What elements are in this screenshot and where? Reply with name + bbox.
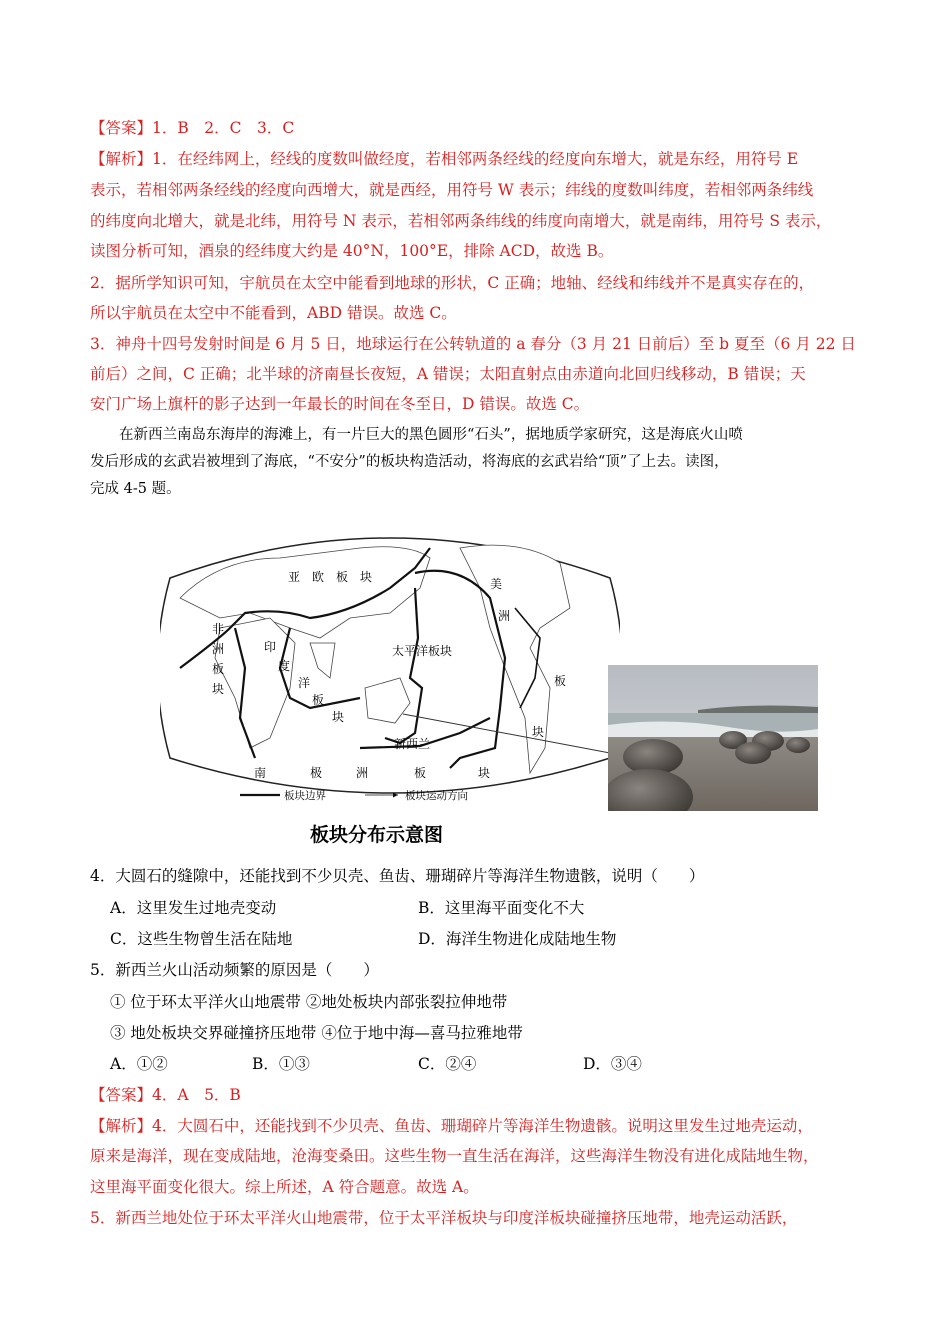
- analysis-line: [90, 149, 798, 169]
- boulder-photo: [608, 665, 818, 811]
- answer-line-1: [90, 118, 294, 138]
- analysis-line: 前后）之间，C 正确；北半球的济南昼长夜短，A 错误；太阳直射点由赤道向北回归线移动，B 错误；天: [90, 365, 806, 383]
- analysis-line: 3．神舟十四号发射时间是 6 月 5 日，地球运行在公转轨道的 a 春分（3 月 21 日前后）至 b 夏至（6 月 22 日: [90, 335, 856, 353]
- analysis-line: 这里海平面变化很大。综上所述，A 符合题意。故选 A。: [90, 1178, 479, 1196]
- label-eurasia: 亚 欧 板 块: [288, 570, 373, 584]
- label-indian-5: 块: [332, 710, 345, 724]
- label-africa-2: 洲: [212, 642, 225, 656]
- label-indian-1: 印: [264, 640, 277, 654]
- analysis-tag: 【解析】: [90, 1117, 153, 1135]
- intro-line: 发后形成的玄武岩被埋到了海底，“不安分”的板块构造活动，将海底的玄武岩给“顶”了上去。读图，: [90, 454, 729, 470]
- label-america-2: 洲: [498, 609, 511, 623]
- label-africa-1: 非: [212, 622, 225, 636]
- label-america-3: 板: [554, 674, 567, 688]
- map-caption: 板块分布示意图: [310, 824, 444, 846]
- analysis-line: 5．新西兰地处位于环太平洋火山地震带，位于太平洋板块与印度洋板块碰撞挤压地带，地壳运动活跃，: [90, 1209, 798, 1227]
- answer-tag: 【答案】: [90, 119, 153, 137]
- label-africa-4: 块: [212, 682, 225, 696]
- q5-option-b: B．①③: [252, 1055, 310, 1073]
- answer-line-2: [90, 1085, 241, 1105]
- legend-boundary: 板块边界: [284, 790, 326, 802]
- analysis-line: 安门广场上旗杆的影子达到一年最长的时间在冬至日，D 错误。故选 C。: [90, 395, 590, 413]
- q5-statement-1: ① 位于环太平洋火山地震带 ②地处板块内部张裂拉伸地带: [110, 993, 508, 1011]
- q5-stem: 5．新西兰火山活动频繁的原因是（ ）: [90, 961, 379, 979]
- q5-statement-2: ③ 地处板块交界碰撞挤压地带 ④位于地中海—喜马拉雅地带: [110, 1024, 523, 1042]
- label-africa-3: 板: [212, 662, 225, 676]
- q5-option-a: A．①②: [110, 1055, 168, 1073]
- intro-line: 在新西兰南岛东海岸的海滩上，有一片巨大的黑色圆形“石头”，据地质学家研究，这是海底火山喷: [90, 427, 743, 443]
- q4-option-a: A．这里发生过地壳变动: [110, 899, 277, 917]
- label-indian-2: 度: [278, 659, 291, 673]
- label-antarctic-5: 块: [478, 766, 491, 780]
- q4-stem: 4．大圆石的缝隙中，还能找到不少贝壳、鱼齿、珊瑚碎片等海洋生物遗骸，说明（ ）: [90, 867, 705, 885]
- label-antarctic-3: 洲: [356, 766, 369, 780]
- label-america-4: 块: [532, 725, 545, 739]
- label-pacific: 太平洋板块: [392, 644, 453, 658]
- intro-line: 完成 4-5 题。: [90, 481, 181, 497]
- label-indian-3: 洋: [298, 676, 311, 690]
- label-nz: 新西兰: [394, 737, 431, 751]
- plate-map-svg: [160, 518, 620, 808]
- analysis-line: 读图分析可知，酒泉的经纬度大约是 40°N，100°E，排除 ACD，故选 B。: [90, 242, 614, 260]
- analysis-line: 2．据所学知识可知，宇航员在太空中能看到地球的形状，C 正确；地轴、经线和纬线并不是真实存在的，: [90, 274, 815, 292]
- q5-option-d: D．③④: [583, 1055, 642, 1073]
- analysis-text: 1．在经纬网上，经线的度数叫做经度，若相邻两条经线的经度向东增大，就是东经，用符号 E: [152, 150, 799, 168]
- analysis-line: 所以宇航员在太空中不能看到，ABD 错误。故选 C。: [90, 304, 457, 322]
- analysis-line: 表示，若相邻两条经线的经度向西增大，就是西经，用符号 W 表示；纬线的度数叫纬度，若相邻两条纬线: [90, 181, 814, 199]
- label-antarctic-1: 南: [254, 766, 267, 780]
- legend-direction: 板块运动方向: [405, 790, 468, 802]
- label-antarctic-2: 极: [310, 766, 323, 780]
- q4-option-c: C．这些生物曾生活在陆地: [110, 930, 293, 948]
- analysis-line: 原来是海洋，现在变成陆地，沧海变桑田。这些生物一直生活在海洋，这些海洋生物没有进化成陆地生物，: [90, 1147, 819, 1165]
- q5-option-c: C．②④: [418, 1055, 477, 1073]
- analysis-text: 4．大圆石中，还能找到不少贝壳、鱼齿、珊瑚碎片等海洋生物遗骸。说明这里发生过地壳运动，: [152, 1117, 813, 1135]
- answer-text: 1．B 2．C 3．C: [152, 119, 295, 137]
- label-indian-4: 板: [312, 693, 325, 707]
- analysis-line: 的纬度向北增大，就是北纬，用符号 N 表示，若相邻两条纬线的纬度向南增大，就是南纬，用符号 S 表示，: [90, 212, 832, 230]
- answer-text: 4．A 5．B: [152, 1086, 241, 1104]
- plate-map: [160, 518, 620, 808]
- analysis-tag: 【解析】: [90, 150, 153, 168]
- label-america-1: 美: [490, 577, 503, 591]
- q4-option-d: D．海洋生物进化成陆地生物: [418, 930, 617, 948]
- label-antarctic-4: 板: [414, 766, 427, 780]
- q4-option-b: B．这里海平面变化不大: [418, 899, 585, 917]
- answer-tag: 【答案】: [90, 1086, 153, 1104]
- analysis-line: [90, 1116, 813, 1136]
